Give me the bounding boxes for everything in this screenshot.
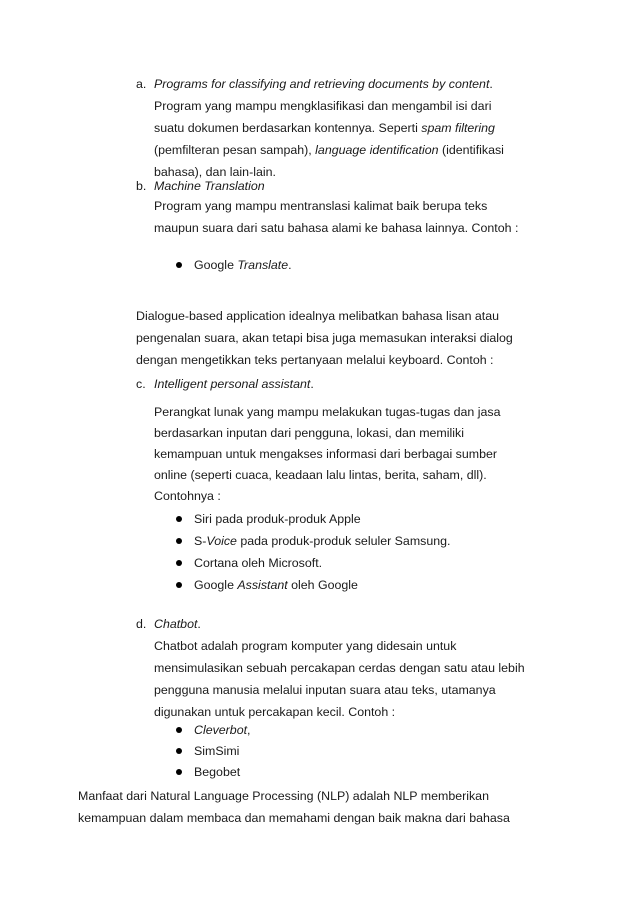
item-c-bullet-4-italic: Assistant <box>237 578 288 592</box>
item-a-line-3-text-a: (pemfilteran pesan sampah), <box>154 143 316 157</box>
bullet-dot <box>176 516 182 522</box>
item-c-bullet-3: Cortana oleh Microsoft. <box>194 556 323 570</box>
item-a-heading-text: Programs for classifying and retrieving documents by content <box>154 77 490 91</box>
item-c-bullet-2-text-b: pada produk-produk seluler Samsung. <box>236 534 451 548</box>
item-c-heading-text: Intelligent personal assistant <box>154 377 311 391</box>
item-d-heading-end: . <box>197 617 201 631</box>
item-a-line-2 <box>154 118 495 138</box>
item-b-heading-text: Machine Translation <box>154 179 265 193</box>
item-c-bullet-4-text-b: oleh Google <box>287 578 358 592</box>
item-c-line-1: Perangkat lunak yang mampu melakukan tugas-tugas dan jasa <box>154 405 501 419</box>
item-b-heading <box>154 176 265 196</box>
bullet-dot <box>176 582 182 588</box>
bullet-dot <box>176 727 182 733</box>
item-d-line-3: pengguna manusia melalui inputan suara atau teks, utamanya <box>154 683 496 697</box>
item-a-line-2-text: suatu dokumen berdasarkan kontennya. Seperti <box>154 121 422 135</box>
bullet-dot <box>176 769 182 775</box>
item-d-heading <box>154 614 201 634</box>
item-d-bullet-1-text-b: , <box>247 723 251 737</box>
item-b-line-1: Program yang mampu mentranslasi kalimat baik berupa teks <box>154 199 488 213</box>
item-b-bullet-1-text-a: Google <box>194 258 238 272</box>
item-b-bullet-1-italic: Translate <box>237 258 289 272</box>
item-a-line-1: Program yang mampu mengklasifikasi dan mengambil isi dari <box>154 99 492 113</box>
list-marker-c: c. <box>136 377 146 391</box>
item-c-bullet-2-italic: Voice <box>206 534 237 548</box>
dialogue-line-3: dengan mengetikkan teks pertanyaan melalui keyboard. Contoh : <box>136 353 494 367</box>
bullet-dot <box>176 748 182 754</box>
bullet-dot <box>176 560 182 566</box>
item-a-line-3-text-b: (identifikasi <box>438 143 504 157</box>
item-c-bullet-4-text-a: Google <box>194 578 238 592</box>
item-d-bullet-1-italic: Cleverbot <box>194 723 248 737</box>
closing-line-2: kemampuan dalam membaca dan memahami dengan baik makna dari bahasa <box>78 811 510 825</box>
item-a-line-3-italic: language identification <box>315 143 439 157</box>
bullet-dot <box>176 262 182 268</box>
item-d-line-1: Chatbot adalah program komputer yang didesain untuk <box>154 639 457 653</box>
item-b-line-2: maupun suara dari satu bahasa alami ke bahasa lainnya. Contoh : <box>154 221 519 235</box>
item-d-heading-text: Chatbot <box>154 617 198 631</box>
dialogue-line-1: Dialogue-based application idealnya melibatkan bahasa lisan atau <box>136 309 500 323</box>
list-marker-b: b. <box>136 179 147 193</box>
item-d-bullet-3: Begobet <box>194 765 241 779</box>
item-d-line-2: mensimulasikan sebuah percakapan cerdas dengan satu atau lebih <box>154 661 525 675</box>
list-marker-d: d. <box>136 617 147 631</box>
item-a-line-2-italic: spam filtering <box>421 121 495 135</box>
list-marker-a: a. <box>136 77 147 91</box>
item-c-line-2: berdasarkan inputan dari pengguna, lokasi, dan memiliki <box>154 426 464 440</box>
item-b-bullet-1 <box>194 255 292 275</box>
item-c-bullet-2-text-a: S- <box>194 534 207 548</box>
item-c-bullet-1: Siri pada produk-produk Apple <box>194 512 361 526</box>
item-c-line-5: Contohnya : <box>154 489 221 503</box>
dialogue-line-2: pengenalan suara, akan tetapi bisa juga memasukan interaksi dialog <box>136 331 513 345</box>
item-c-line-3: kemampuan untuk mengakses informasi dari berbagai sumber <box>154 447 497 461</box>
item-a-line-3 <box>154 140 504 160</box>
item-d-bullet-1 <box>194 720 250 740</box>
item-d-line-4: digunakan untuk percakapan kecil. Contoh : <box>154 705 396 719</box>
item-d-bullet-2: SimSimi <box>194 744 240 758</box>
item-c-heading <box>154 374 314 394</box>
item-c-bullet-2 <box>194 531 450 551</box>
item-c-line-4: online (seperti cuaca, keadaan lalu lintas, berita, saham, dll). <box>154 468 487 482</box>
bullet-dot <box>176 538 182 544</box>
item-a-line-4: bahasa), dan lain-lain. <box>154 165 276 179</box>
item-c-bullet-4 <box>194 575 358 595</box>
item-b-bullet-1-text-b: . <box>288 258 292 272</box>
closing-line-1: Manfaat dari Natural Language Processing (NLP) adalah NLP memberikan <box>78 789 489 803</box>
item-a-heading-end: . <box>489 77 493 91</box>
item-a-heading <box>154 74 493 94</box>
item-c-heading-end: . <box>310 377 314 391</box>
